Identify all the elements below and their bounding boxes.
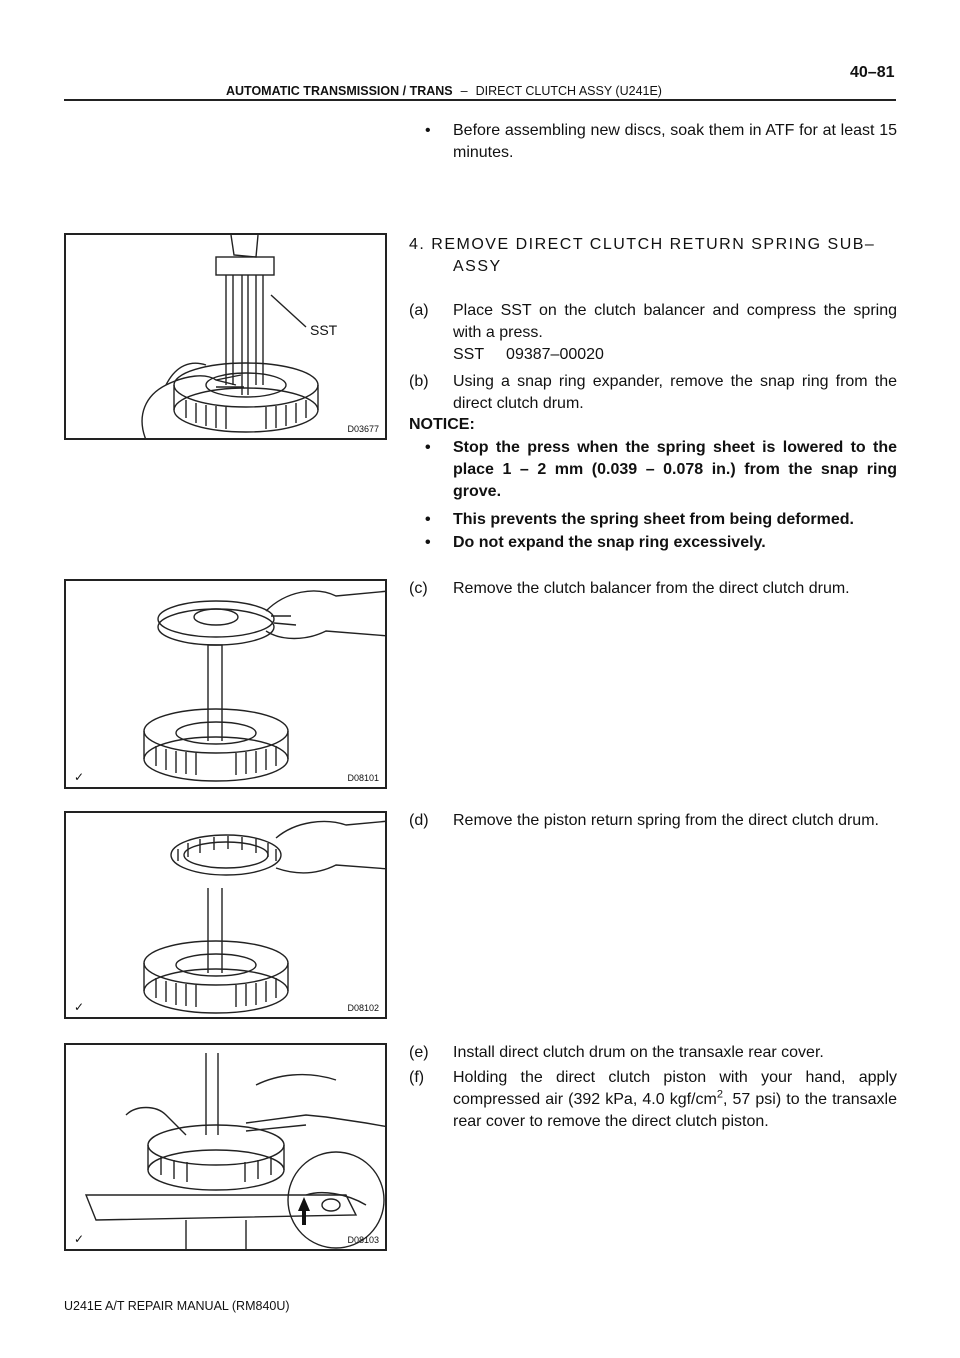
running-header: [226, 84, 662, 98]
notice-bullet-1: [409, 437, 897, 503]
notice-2-text: This prevents the spring sheet from being deformed.: [453, 511, 854, 528]
bullet-dot: •: [425, 439, 431, 456]
bullet-dot: •: [425, 511, 431, 528]
step-d: [409, 810, 897, 832]
sst-callout: SST: [310, 322, 338, 338]
step-e: [409, 1042, 897, 1064]
step-a: [409, 300, 897, 366]
notice-1-text: Stop the press when the spring sheet is lowered to the place 1 – 2 mm (0.039 – 0.078 in.) from the snap ring grove.: [453, 439, 897, 500]
step-4-title: 4. REMOVE DIRECT CLUTCH RETURN SPRING SUB–ASSY: [409, 236, 876, 275]
step-f-label: (f): [409, 1069, 425, 1086]
notice-3-text: Do not expand the snap ring excessively.: [453, 534, 766, 551]
step-f-text-part-2: , 57 psi) to the transaxle rear cover to remove the direct clutch piston.: [453, 1091, 897, 1130]
piston-return-spring-removal-illustration: [66, 813, 387, 1019]
figure-code: D08103: [347, 1235, 379, 1245]
step-a-sst: SST 09387–00020: [453, 346, 604, 363]
step-f-text-part-1: Holding the direct clutch piston with your hand, apply compressed air (392 kPa, 4.0 kgf/cm: [453, 1069, 897, 1108]
page-number: 40–81: [850, 64, 895, 81]
header-separator: –: [460, 84, 468, 98]
step-b-label: (b): [409, 373, 429, 390]
step-f-text: [453, 1067, 897, 1133]
figure-d08103: [64, 1043, 387, 1251]
step-c-text: Remove the clutch balancer from the direct clutch drum.: [453, 580, 850, 597]
compressed-air-piston-removal-illustration: [66, 1045, 387, 1251]
figure-d03677: [64, 233, 387, 440]
footer-manual-id: U241E A/T REPAIR MANUAL (RM840U): [64, 1299, 290, 1313]
step-d-text: Remove the piston return spring from the direct clutch drum.: [453, 812, 879, 829]
notice-bullet-3: [409, 532, 897, 554]
figure-code: D03677: [347, 424, 379, 434]
step-c: [409, 578, 897, 600]
checkmark-icon: ✓: [74, 770, 85, 784]
press-sst-illustration: [66, 235, 387, 440]
step-f: [409, 1067, 897, 1133]
header-subsection: DIRECT CLUTCH ASSY (U241E): [475, 84, 662, 98]
step-d-label: (d): [409, 812, 429, 829]
header-rule: [64, 99, 896, 101]
step-b-text: Using a snap ring expander, remove the snap ring from the direct clutch drum.: [453, 373, 897, 412]
bullet-dot: •: [425, 122, 431, 139]
checkmark-icon: ✓: [74, 1232, 85, 1246]
figure-d08101: [64, 579, 387, 789]
step-a-text: Place SST on the clutch balancer and compress the spring with a press.: [453, 302, 897, 341]
figure-code: D08102: [347, 1003, 379, 1013]
step-e-label: (e): [409, 1044, 429, 1061]
step-f-superscript: 2: [716, 1088, 723, 1101]
step-b: [409, 371, 897, 415]
notice-title: NOTICE:: [409, 416, 475, 433]
bullet-dot: •: [425, 534, 431, 551]
checkmark-icon: ✓: [74, 1000, 85, 1014]
step-c-label: (c): [409, 580, 428, 597]
step-a-label: (a): [409, 302, 429, 319]
figure-code: D08101: [347, 773, 379, 783]
notice-bullet-2: [409, 509, 897, 531]
bullet-text: Before assembling new discs, soak them in ATF for at least 15 minutes.: [453, 122, 897, 161]
figure-d08102: [64, 811, 387, 1019]
intro-bullet: [409, 120, 897, 164]
header-section: AUTOMATIC TRANSMISSION / TRANS: [226, 84, 453, 98]
step-e-text: Install direct clutch drum on the transaxle rear cover.: [453, 1044, 824, 1061]
clutch-balancer-removal-illustration: [66, 581, 387, 789]
